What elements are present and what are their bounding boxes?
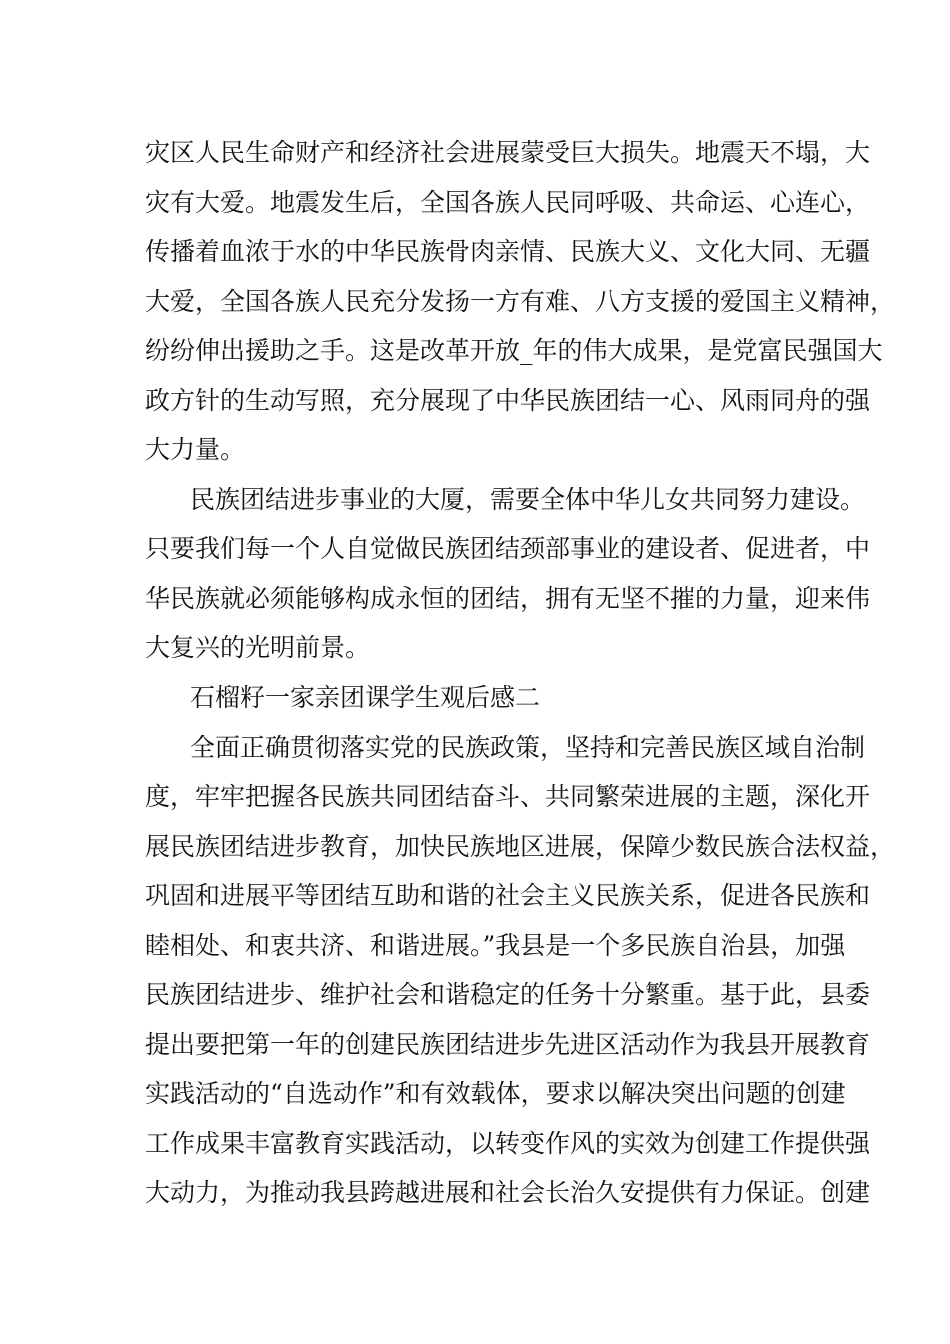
paragraph-1-line-2: 灾有大爱。地震发生后，全国各族人民同呼吸、共命运、心连心， (145, 188, 871, 217)
paragraph-3-line-9: 工作成果丰富教育实践活动，以转变作风的实效为创建工作提供强 (145, 1129, 871, 1158)
paragraph-3-line-4: 巩固和进展平等团结互助和谐的社会主义民族关系，促进各民族和 (145, 881, 871, 910)
paragraph-3-line-1: 全面正确贯彻落实党的民族政策，坚持和完善民族区域自治制 (190, 733, 866, 762)
paragraph-1-line-1: 灾区人民生命财产和经济社会进展蒙受巨大损失。地震天不塌，大 (145, 138, 871, 167)
paragraph-3-line-6: 民族团结进步、维护社会和谐稳定的任务十分繁重。基于此，县委 (145, 980, 871, 1009)
paragraph-2-line-4: 大复兴的光明前景。 (145, 633, 371, 662)
paragraph-3-line-2: 度，牢牢把握各民族共同团结奋斗、共同繁荣进展的主题，深化开 (145, 782, 871, 811)
paragraph-1-line-5: 纷纷伸出援助之手。这是改革开放_年的伟大成果，是党富民强国大 (145, 336, 883, 365)
paragraph-3-line-7: 提出要把第一年的创建民族团结进步先进区活动作为我县开展教育 (145, 1030, 871, 1059)
paragraph-2-line-3: 华民族就必须能够构成永恒的团结，拥有无坚不摧的力量，迎来伟 (145, 584, 871, 613)
paragraph-1-line-6: 政方针的生动写照，充分展现了中华民族团结一心、风雨同舟的强 (145, 386, 871, 415)
paragraph-3-line-8: 实践活动的“自选动作”和有效载体，要求以解决突出问题的创建 (145, 1079, 846, 1108)
paragraph-2-line-2: 只要我们每一个人自觉做民族团结颈部事业的建设者、促进者，中 (145, 534, 871, 563)
paragraph-1-line-3: 传播着血浓于水的中华民族骨肉亲情、民族大义、文化大同、无疆 (145, 237, 871, 266)
paragraph-1-line-7: 大力量。 (145, 435, 246, 464)
paragraph-1-line-4: 大爱，全国各族人民充分发扬一方有难、八方支援的爱国主义精神， (145, 287, 896, 316)
paragraph-3-line-5: 睦相处、和衷共济、和谐进展。”我县是一个多民族自治县，加强 (145, 931, 846, 960)
paragraph-2-line-1: 民族团结进步事业的大厦，需要全体中华儿女共同努力建设。 (190, 485, 866, 514)
section-heading: 石榴籽一家亲团课学生观后感二 (190, 683, 541, 712)
paragraph-3-line-10: 大动力，为推动我县跨越进展和社会长治久安提供有力保证。创建 (145, 1178, 871, 1207)
paragraph-3-line-3: 展民族团结进步教育，加快民族地区进展，保障少数民族合法权益， (145, 832, 896, 861)
